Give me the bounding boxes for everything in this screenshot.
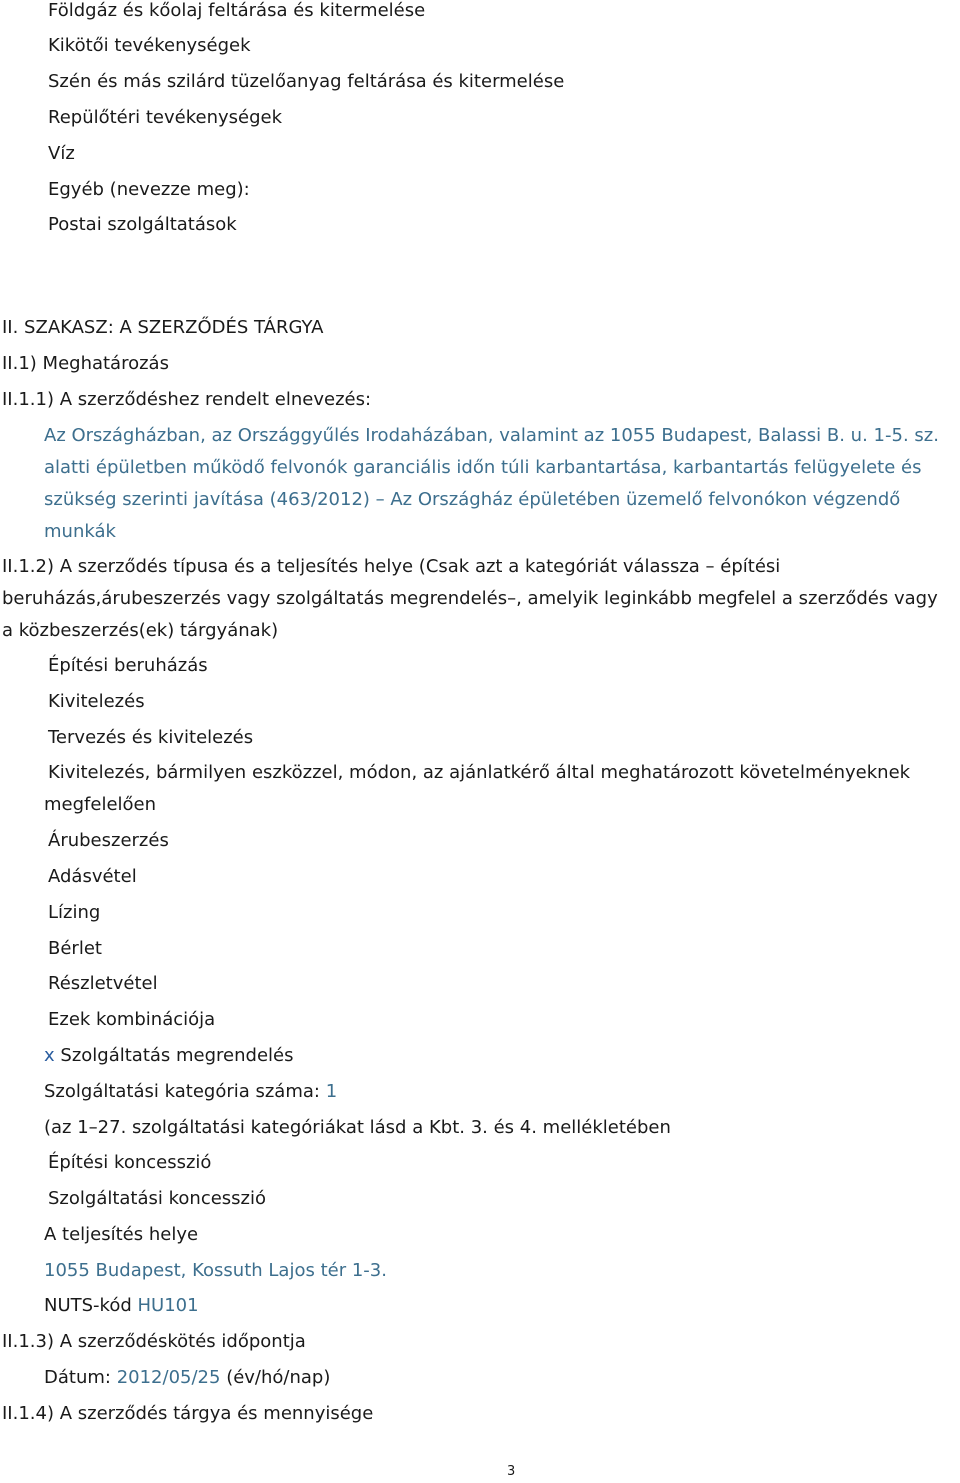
service-category-label: Szolgáltatási kategória száma: xyxy=(44,1081,320,1102)
services-label: Szolgáltatás megrendelés xyxy=(60,1045,294,1066)
nuts-label: NUTS-kód xyxy=(44,1295,132,1316)
option-realisation: Kivitelezés, bármilyen eszközzel, módon, az ajánlatkérő által meghatározott követelményeknek xyxy=(48,762,911,783)
subsection-title: II.1.4) A szerződés tárgya és mennyisége xyxy=(2,1403,374,1424)
section-title: II. SZAKASZ: A SZERZŐDÉS TÁRGYA xyxy=(2,317,324,338)
option-lease: Lízing xyxy=(48,902,101,923)
nuts-code xyxy=(44,1294,199,1318)
service-category xyxy=(44,1080,337,1104)
place-label: A teljesítés helye xyxy=(44,1224,199,1245)
list-item: Repülőtéri tevékenységek xyxy=(48,107,283,128)
subsection-title: II.1) Meghatározás xyxy=(2,353,169,374)
question-line: beruházás,árubeszerzés vagy szolgáltatás megrendelés–, amelyik leginkább megfelel a szerződés vagy xyxy=(2,588,938,609)
question-line: a közbeszerzés(ek) tárgyának) xyxy=(2,620,279,641)
list-item: Postai szolgáltatások xyxy=(48,214,237,235)
option-rental: Bérlet xyxy=(48,938,102,959)
option-design-execution: Tervezés és kivitelezés xyxy=(48,727,254,748)
option-realisation-cont: megfelelően xyxy=(44,794,157,815)
date-label: Dátum: xyxy=(44,1367,111,1388)
date-value: 2012/05/25 xyxy=(116,1367,221,1388)
page-number: 3 xyxy=(507,1464,516,1479)
list-item: Víz xyxy=(48,143,75,164)
contract-title-line: alatti épületben működő felvonók garanciális időn túli karbantartása, karbantartás felügyelete és xyxy=(44,457,922,478)
question-line: II.1.2) A szerződés típusa és a teljesítés helye (Csak azt a kategóriát válassza – építési xyxy=(2,556,781,577)
list-item: Földgáz és kőolaj feltárása és kitermelése xyxy=(48,0,426,21)
contract-title-line: munkák xyxy=(44,521,116,542)
option-services-concession: Szolgáltatási koncesszió xyxy=(48,1188,267,1209)
selected-mark: x xyxy=(44,1045,55,1066)
subsection-title: II.1.3) A szerződéskötés időpontja xyxy=(2,1331,306,1352)
list-item: Kikötői tevékenységek xyxy=(48,35,251,56)
option-execution: Kivitelezés xyxy=(48,691,145,712)
option-purchase: Adásvétel xyxy=(48,866,137,887)
date-format: (év/hó/nap) xyxy=(226,1367,331,1388)
list-item: Egyéb (nevezze meg): xyxy=(48,179,250,200)
place-value: 1055 Budapest, Kossuth Lajos tér 1-3. xyxy=(44,1260,387,1281)
contract-title-line: Az Országházban, az Országgyűlés Irodaházában, valamint az 1055 Budapest, Balassi B. u. 1-5. sz. xyxy=(44,425,939,446)
subsection-title: II.1.1) A szerződéshez rendelt elnevezés: xyxy=(2,389,372,410)
option-supplies: Árubeszerzés xyxy=(48,830,169,851)
option-hire-purchase: Részletvétel xyxy=(48,973,158,994)
option-services xyxy=(44,1044,294,1068)
option-combination: Ezek kombinációja xyxy=(48,1009,216,1030)
list-item: Szén és más szilárd tüzelőanyag feltárása és kitermelése xyxy=(48,71,565,92)
contract-title-line: szükség szerinti javítása (463/2012) – Az Országház épületében üzemelő felvonókon végzendő xyxy=(44,489,901,510)
option-works: Építési beruházás xyxy=(48,655,208,676)
option-works-concession: Építési koncesszió xyxy=(48,1152,212,1173)
service-category-note: (az 1–27. szolgáltatási kategóriákat lásd a Kbt. 3. és 4. mellékletében xyxy=(44,1117,671,1138)
contract-date xyxy=(44,1366,330,1390)
nuts-value: HU101 xyxy=(137,1295,199,1316)
service-category-value: 1 xyxy=(325,1081,338,1102)
